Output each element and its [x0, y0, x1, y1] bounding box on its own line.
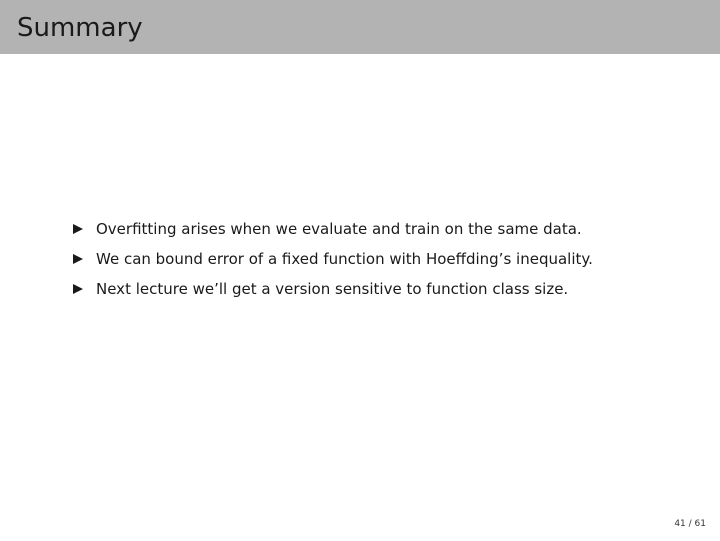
bullet-list [73, 214, 693, 304]
page-number: 41 / 61 [674, 519, 706, 529]
slide-title: Summary [17, 13, 143, 43]
bullet-item [73, 244, 693, 274]
title-bar [0, 0, 720, 54]
bullet-text: We can bound error of a fixed function with Hoeffding’s inequality. [96, 250, 593, 268]
bullet-item [73, 274, 693, 304]
bullet-item [73, 214, 693, 244]
bullet-text: Overfitting arises when we evaluate and train on the same data. [96, 220, 582, 238]
bullet-text: Next lecture we’ll get a version sensitive to function class size. [96, 280, 569, 298]
triangle-bullet-icon [73, 284, 83, 294]
triangle-bullet-icon [73, 224, 83, 234]
triangle-bullet-icon [73, 254, 83, 264]
